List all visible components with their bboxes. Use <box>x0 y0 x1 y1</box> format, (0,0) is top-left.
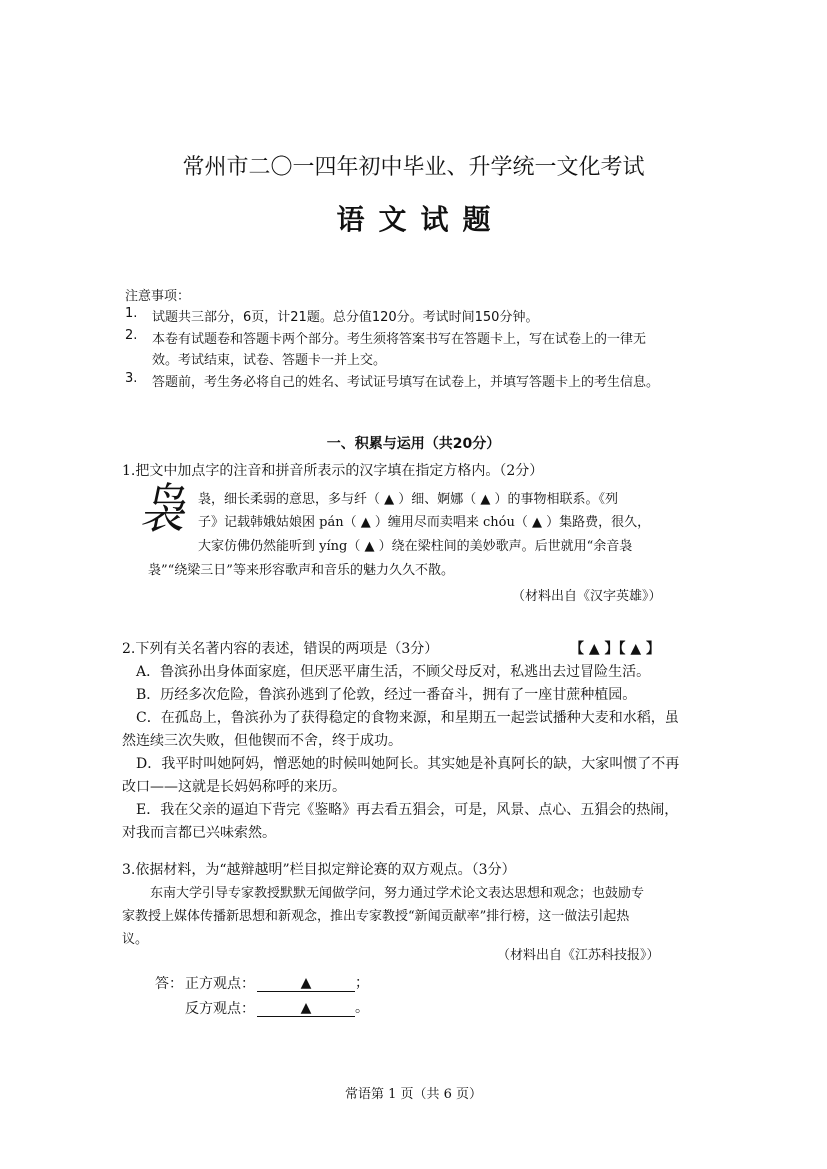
q3-material-line-2: 家教授上媒体传播新思想和新观念，推出专家教授“新闻贡献率”排行榜，这一做法引起热 <box>122 909 630 924</box>
notice-heading: 注意事项： <box>125 289 191 304</box>
q3-pro-end: ； <box>355 975 369 991</box>
q2-option-e-cont: 对我而言都已兴味索然。 <box>122 825 276 841</box>
notice-item-2-cont: 效。考试结束，试卷、答题卡一并上交。 <box>152 353 387 368</box>
q1-source: （材料出自《汉字英雄》） <box>512 589 662 604</box>
notice-num-3: 3. <box>125 371 138 386</box>
q1-stem: 1.把文中加点字的注音和拼音所表示的汉字填在指定方格内。（2分） <box>122 463 544 479</box>
q3-material-line-1: 东南大学引导专家教授默默无闻做学问，努力通过学术论文表达思想和观念；也鼓励专 <box>150 886 645 901</box>
q1-text-line-3: 大家仿佛仍然能听到 yíng（ ▲ ）绕在梁柱间的美妙歌声。后世就用“余音袅 <box>198 539 633 554</box>
notice-num-2: 2. <box>125 328 138 343</box>
q2-option-d: D．我平时叫她阿妈，憎恶她的时候叫她阿长。其实她是补真阿长的缺，大家叫惯了不再 <box>136 756 680 772</box>
q1-text-line-1: 袅，细长柔弱的意思，多与纤（ ▲ ）细、婀娜（ ▲ ）的事物相联系。《列 <box>198 492 619 507</box>
q2-answer-marks: 【 ▲ 】【 ▲ 】 <box>570 641 661 657</box>
q3-con-end: 。 <box>355 1000 369 1016</box>
q3-source: （材料出自《江苏科技报》） <box>497 948 660 963</box>
q2-option-c-cont: 然连续三次失败，但他锲而不舍，终于成功。 <box>122 733 402 749</box>
q3-con-blank[interactable] <box>257 997 369 1017</box>
q3-stem: 3.依据材料，为“越辩越明”栏目拟定辩论赛的双方观点。（3分） <box>122 862 516 878</box>
q1-text-line-2: 子》记载韩娥姑娘困 pán（ ▲ ）缠用尽而卖唱来 chóu（ ▲ ）集路费，很久， <box>198 515 651 530</box>
calligraphy-character: 袅 <box>140 478 184 540</box>
notice-item-2: 本卷有试题卷和答题卡两个部分。考生须将答案书写在答题卡上，写在试卷上的一律无 <box>152 332 647 347</box>
answer-blank[interactable] <box>257 1001 355 1017</box>
notice-item-1: 试题共三部分，6页，计21题。总分值120分。考试时间150分钟。 <box>152 310 539 325</box>
q3-answer-prefix: 答： <box>155 976 183 992</box>
subject-title: 语文试题 <box>336 203 505 236</box>
section-heading: 一、积累与运用（共20分） <box>326 436 501 452</box>
q2-option-d-cont: 改口——这就是长妈妈称呼的来历。 <box>122 779 346 795</box>
q2-option-e: E．我在父亲的逼迫下背完《鉴略》再去看五猖会，可是，风景、点心、五猖会的热闹， <box>136 802 679 818</box>
triangle-icon: ▲ <box>300 1000 312 1016</box>
notice-item-3: 答题前，考生务必将自己的姓名、考试证号填写在试卷上，并填写答题卡上的考生信息。 <box>152 375 660 390</box>
page-footer: 常语第 1 页（共 6 页） <box>344 1087 483 1102</box>
q3-pro-blank[interactable] <box>257 972 369 992</box>
notice-num-1: 1. <box>125 306 138 321</box>
q2-option-b: B．历经多次危险，鲁滨孙逃到了伦敦，经过一番奋斗，拥有了一座甘蔗种植园。 <box>136 687 637 703</box>
q3-con-label: 反方观点： <box>185 1001 255 1017</box>
q3-pro-label: 正方观点： <box>185 976 255 992</box>
q2-option-a: A．鲁滨孙出身体面家庭，但厌恶平庸生活，不顾父母反对，私逃出去过冒险生活。 <box>136 664 651 680</box>
q2-option-c: C．在孤岛上，鲁滨孙为了获得稳定的食物来源，和星期五一起尝试播种大麦和水稻，虽 <box>136 710 679 726</box>
q1-text-line-4: 袅”“绕梁三日”等来形容歌声和音乐的魅力久久不散。 <box>148 563 454 578</box>
answer-blank[interactable] <box>257 976 355 992</box>
triangle-icon: ▲ <box>300 975 312 991</box>
q3-material-line-3: 议。 <box>122 932 149 947</box>
q2-stem: 2.下列有关名著内容的表述，错误的两项是（3分） <box>122 641 439 657</box>
exam-title: 常州市二〇一四年初中毕业、升学统一文化考试 <box>182 155 645 180</box>
